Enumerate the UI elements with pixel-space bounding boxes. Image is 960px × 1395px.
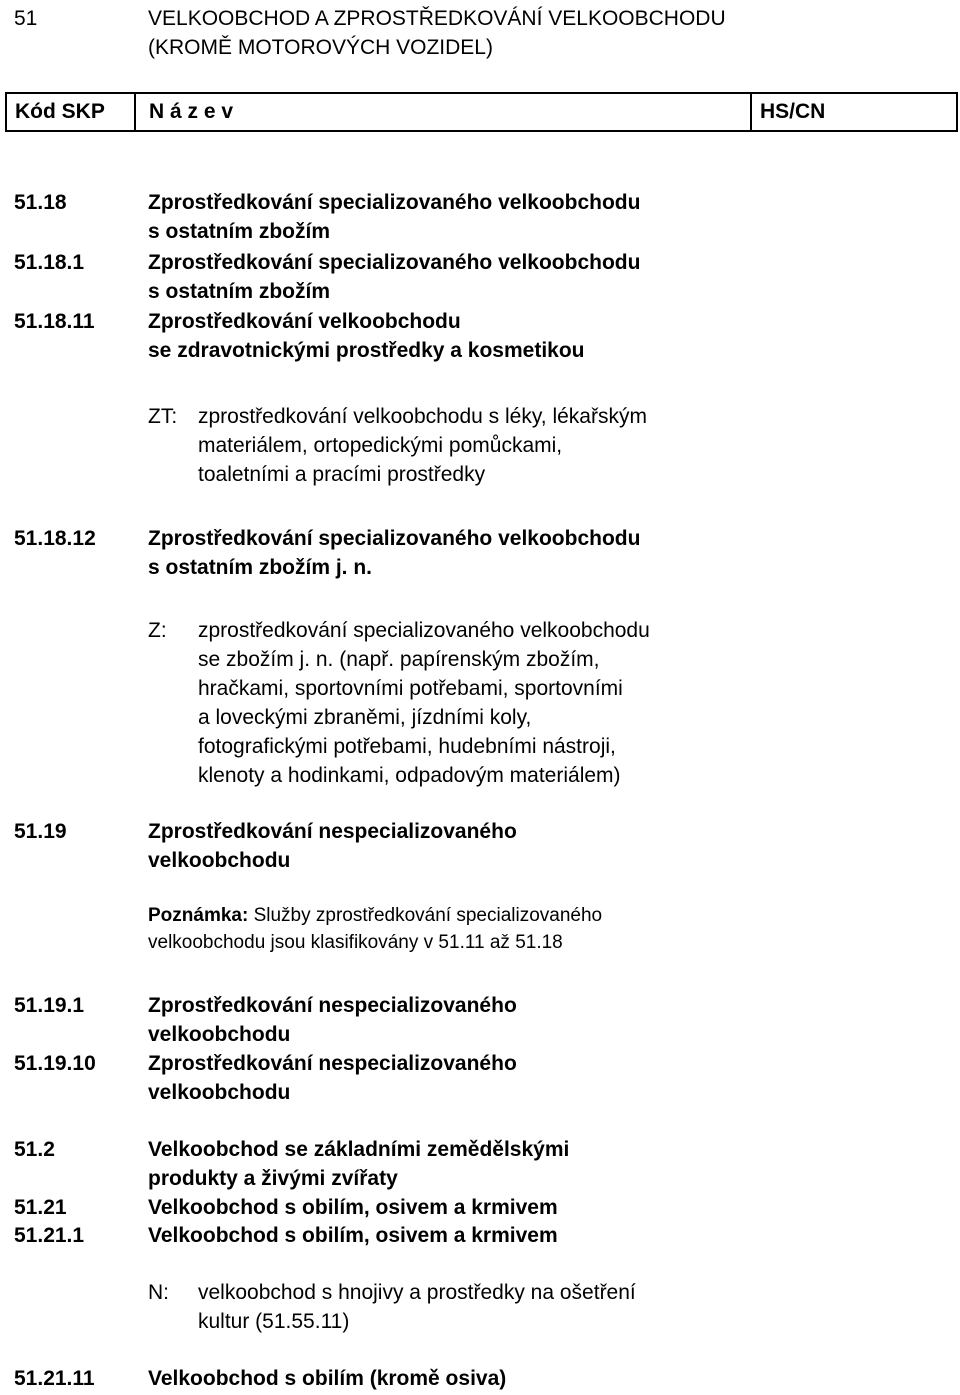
entry-title: Zprostředkování nespecializovaného [148, 994, 517, 1017]
column-header-table [5, 92, 958, 132]
entry-code: 51.18.11 [14, 310, 95, 333]
entry-title: Zprostředkování specializovaného velkoobchodu [148, 191, 641, 214]
note-line: velkoobchod s hnojivy a prostředky na ošetření [198, 1281, 636, 1304]
note-label: N: [148, 1281, 169, 1304]
entry-title: velkoobchodu [148, 1081, 291, 1104]
note-line: hračkami, sportovními potřebami, sportovními [198, 677, 623, 700]
header-hs-cn: HS/CN [760, 100, 826, 123]
entry-code: 51.19.10 [14, 1052, 96, 1075]
entry-title: velkoobchodu [148, 1023, 291, 1046]
entry-code: 51.2 [14, 1138, 55, 1161]
header-divider [750, 94, 752, 130]
note-line: a loveckými zbraněmi, jízdními koly, [198, 706, 532, 729]
entry-title: Velkoobchod s obilím, osivem a krmivem [148, 1196, 558, 1219]
entry-title: s ostatním zbožím [148, 280, 331, 303]
header-code: Kód SKP [15, 100, 105, 123]
header-name: N á z e v [149, 100, 234, 123]
note-line: toaletními a pracími prostředky [198, 463, 486, 486]
entry-title: produkty a živými zvířaty [148, 1167, 398, 1190]
entry-title: Zprostředkování nespecializovaného [148, 1052, 517, 1075]
note-label: Z: [148, 619, 167, 642]
note-line: se zbožím j. n. (např. papírenským zbožím, [198, 648, 600, 671]
note-line: fotografickými potřebami, hudebními nástroji, [198, 735, 616, 758]
entry-title: Zprostředkování specializovaného velkoobchodu [148, 251, 641, 274]
note-line: zprostředkování specializovaného velkoobchodu [198, 619, 650, 642]
entry-title: Zprostředkování specializovaného velkoobchodu [148, 527, 641, 550]
entry-code: 51.19 [14, 820, 67, 843]
entry-title: velkoobchodu [148, 849, 291, 872]
note-line: materiálem, ortopedickými pomůckami, [198, 434, 563, 457]
section-title-line1: VELKOOBCHOD A ZPROSTŘEDKOVÁNÍ VELKOOBCHODU [148, 7, 726, 30]
entry-title: s ostatním zbožím j. n. [148, 556, 373, 579]
entry-title: Velkoobchod se základními zemědělskými [148, 1138, 570, 1161]
remark-text: Služby zprostředkování specializovaného [248, 905, 603, 926]
remark-label: Poznámka: [148, 905, 249, 926]
remark-text: velkoobchodu jsou klasifikovány v 51.11 až 51.18 [148, 932, 563, 953]
note-line: zprostředkování velkoobchodu s léky, lékařským [198, 405, 647, 428]
entry-code: 51.21.11 [14, 1367, 95, 1390]
entry-title: se zdravotnickými prostředky a kosmetikou [148, 339, 585, 362]
entry-code: 51.21 [14, 1196, 67, 1219]
note-line: klenoty a hodinkami, odpadovým materiálem) [198, 764, 621, 787]
entry-code: 51.21.1 [14, 1224, 85, 1247]
entry-title: Velkoobchod s obilím, osivem a krmivem [148, 1224, 558, 1247]
remark [148, 901, 602, 930]
header-divider [134, 94, 136, 130]
entry-code: 51.19.1 [14, 994, 85, 1017]
entry-code: 51.18.12 [14, 527, 96, 550]
entry-code: 51.18.1 [14, 251, 85, 274]
entry-title: Zprostředkování nespecializovaného [148, 820, 517, 843]
note-line: kultur (51.55.11) [198, 1310, 350, 1333]
entry-title: s ostatním zbožím [148, 220, 331, 243]
section-number: 51 [14, 7, 38, 30]
note-label: ZT: [148, 405, 178, 428]
entry-code: 51.18 [14, 191, 67, 214]
entry-title: Zprostředkování velkoobchodu [148, 310, 461, 333]
entry-title: Velkoobchod s obilím (kromě osiva) [148, 1367, 507, 1390]
section-title-line2: (KROMĚ MOTOROVÝCH VOZIDEL) [148, 36, 493, 59]
